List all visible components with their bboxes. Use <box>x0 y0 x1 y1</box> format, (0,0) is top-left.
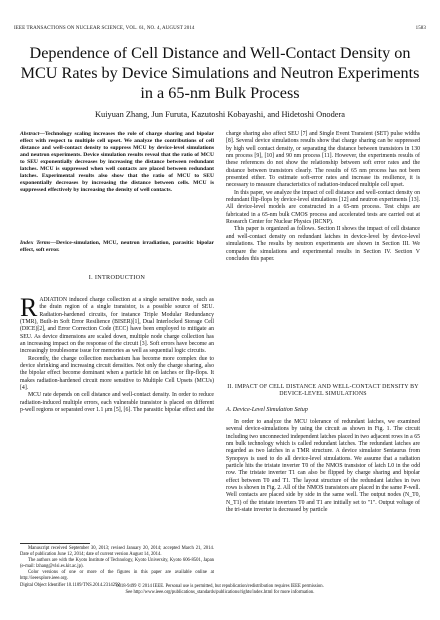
author-list: Kuiyuan Zhang, Jun Furuta, Kazutoshi Kobayashi, and Hidetoshi Onodera <box>94 110 346 119</box>
section-heading-introduction: I. INTRODUCTION <box>88 274 146 281</box>
intro-paragraph-3: MCU rate depends on cell distance and well-contact density. In order to reduce radiation-induced multiple errors, each vulnerable transistor is placed on different p-well regions or separated over 1.1 μm [5], [6]. The parasitic bipolar effect and the <box>20 392 214 414</box>
footnote-color: Color versions of one or more of the figures in this paper are available online at http://ieeexplore.ieee.org. <box>20 570 214 582</box>
index-terms-label: Index Terms <box>20 240 51 246</box>
footnote-doi: Digital Object Identifier 10.1109/TNS.2014.2314292 <box>20 582 120 588</box>
running-header <box>14 26 426 34</box>
copyright-line-2: See http://www.ieee.org/publications_standards/publications/rights/index.html for more information. <box>125 590 315 596</box>
right-paragraph-4: In order to analyze the MCU tolerance of redundant latches, we examined several device-simulations by using the circuit as shown in Fig. 1. The circuit including two unconnected independent latches placed in two adjacent rows in a 65 nm bulk technology which is called redundant latches. The redundant latches are regarded as two latches in a TMR structure. A device simulator Sentaurus from Synopsys is used to do all device-level simulations. We assume that a radiation particle hits the tristate inverter T0 of the NMOS transistor of latch L0 in the odd row. The tristate inverter T1 can also be flipped by charge sharing and bipolar effect between T0 and T1. The layout structure of the redundant latches in two rows is shown in Fig. 2. All of the NMOS transistors are placed in the same P-well. Well contacts are placed side by side in the same well. The output nodes (N_T0, N_T1) of the tristate inverters T0 and T1 are initially set to "1". Output voltage of the tri-state inverter is decreased by particle <box>226 419 420 514</box>
footnote-rule <box>20 543 90 544</box>
right-paragraph-3: This paper is organized as follows. Section II shows the impact of cell distance and well-contact density on redundant latches in device-level by device-level simulations. The results by neutron experiments are shown in Section III. We compare the simulations and experimental results in Section IV. Section V concludes this paper. <box>226 226 420 262</box>
index-terms <box>20 240 214 254</box>
intro-paragraph-1-text: ADIATION induced charge collection at a single sensitive node, such as the drain region of a single transistor, is a possible source of SEU. Radiation-hardened circuits, for instance Triple Modular Redundancy (TMR), Built-in Soft Error Resilience (BISER)[1], Dual Interlocked Storage Cell (DICE)[2], and Error Correction Code (ECC) have been employed to mitigate an SEU. As device dimensions are scaled down, multiple node charge collection has an increasing impact on the response of the circuit [3]. Soft errors have become an increasingly troublesome issue for memories as well as sequential logic circuits. <box>20 297 214 355</box>
intro-paragraph-2: Recently, the charge collection mechanism has become more complex due to device shrinking and increasing circuit densities. Not only the charge sharing, also the bipolar effect become dominant when a particle hit on latches or flip-flops. It makes radiation-hardened circuit more sensitive to Multiple Cell Upsets (MCUs) [4]. <box>20 355 214 392</box>
abstract-label: Abstract <box>20 131 40 137</box>
index-terms-text: —Device-simulation, MCU, neutron irradiation, parasitic bipolar effect, soft error. <box>20 240 214 254</box>
footnotes <box>20 546 214 589</box>
right-paragraph-2: In this paper, we analyze the impact of cell distance and well-contact density on redundant flip-flops by device-level simulations [12] and neutron experiments [13]. All device-level models are constructed in a 65-nm process. Test chips are fabricated in a 65-nm bulk CMOS process and accelerated tests are carried out at Research Center for Nuclear Physics (RCNP). <box>226 189 420 226</box>
section-heading-2: II. IMPACT OF CELL DISTANCE AND WELL-CONTACT DENSITY BY DEVICE-LEVEL SIMULATIONS <box>227 384 419 398</box>
copyright-line-1: 0018-9499 © 2014 IEEE. Personal use is permitted, but republication/redistribution requires IEEE permission. <box>116 584 324 589</box>
copyright-notice <box>14 584 426 596</box>
intro-paragraph-1 <box>20 293 214 356</box>
right-paragraph-1: charge sharing also affect SEU [7] and Single Event Transient (SET) pulse widths [8]. Several device simulations results show that charge sharing can be suppressed by high well contact density, or separating the distance between transistors in 130 nm process [9], [10] and 90 nm process [11]. However, the experiments results of these references do not show the relationship between soft error rates and the distance between transistors clearly. The results of 65 nm process has not been presented either. To estimate soft-error rates and increase its resilience, it is necessary to measure characteristics of radiation-induced multiple cell upset. <box>226 131 420 189</box>
journal-header: IEEE TRANSACTIONS ON NUCLEAR SCIENCE, VOL. 61, NO. 4, AUGUST 2014 <box>14 26 195 31</box>
right-column-top <box>226 131 420 263</box>
abstract-text: —Technology scaling increases the role of charge sharing and bipolar effect with respect to multiple cell upset. We analyze the contributions of cell distance and well-contact density to suppress MCU by device-level simulations and neutron experiments. Device simulation results reveal that the ratio of MCU to SEU exponentially decreases by increasing the distance between redundant latches. MCU is suppressed when well contacts are placed between redundant latches. Experimental results also show that the ratio of MCU to SEU exponentially decreases by increasing the distance between cells. MCU is suppressed effectively by increasing the density of well contacts. <box>20 131 214 194</box>
subsection-heading-a: A. Device-Level Simulation Setup <box>226 407 308 413</box>
introduction-body <box>20 293 214 415</box>
paper-title: Dependence of Cell Distance and Well-Contact Density on MCU Rates by Device Simulations and Neutron Experiments in a 65-nm Bulk Process <box>20 44 420 102</box>
footnote-manuscript: Manuscript received September 30, 2013; revised January 20, 2014; accepted March 21, 2014. Date of publication June 12, 2014; date of current version August 14, 2014. <box>20 546 214 558</box>
drop-cap: R <box>20 293 38 322</box>
abstract <box>20 131 214 194</box>
right-column-bottom <box>226 419 420 514</box>
page-number: 1583 <box>415 26 426 31</box>
footnote-affiliation: The authors are with the Kyoto Institute of Technology, Kyoto University, Kyoto 606-8501, Japan (e-mail: lzhang@vlsi.es.kit.ac.jp). <box>20 558 214 570</box>
